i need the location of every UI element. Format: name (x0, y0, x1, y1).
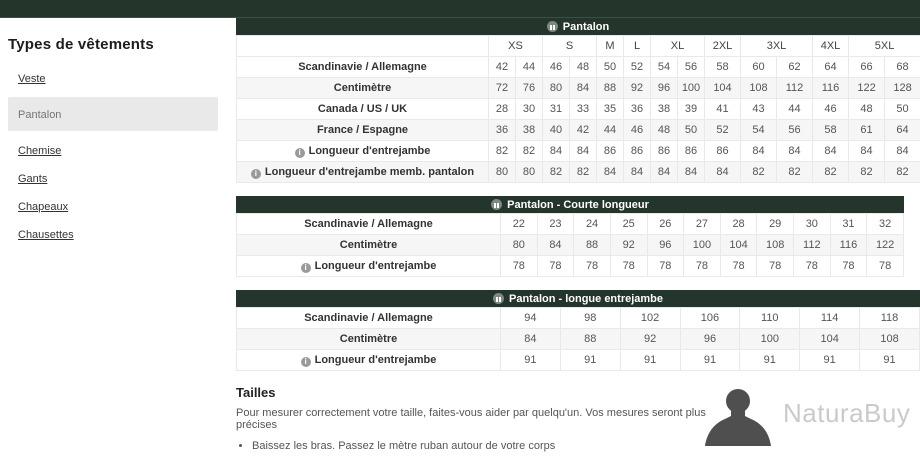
size-value-cell: 84 (813, 141, 849, 162)
corner-cell (237, 36, 489, 57)
size-value-cell: 41 (705, 99, 741, 120)
size-value-cell: 27 (684, 214, 721, 235)
size-value-cell: 80 (501, 235, 538, 256)
size-value-cell: 56 (678, 57, 705, 78)
size-value-cell: 84 (885, 141, 920, 162)
size-value-cell: 58 (705, 57, 741, 78)
size-value-cell: 64 (885, 120, 920, 141)
size-value-cell: 78 (574, 256, 611, 277)
size-value-cell: 86 (705, 141, 741, 162)
size-value-cell: 78 (647, 256, 684, 277)
sidebar-item-label[interactable]: Chapeaux (18, 201, 68, 213)
table-row (237, 78, 920, 99)
size-value-cell: 76 (516, 78, 543, 99)
size-value-cell: 118 (860, 308, 920, 329)
sidebar-item-chausettes[interactable] (0, 225, 236, 243)
size-value-cell: 39 (678, 99, 705, 120)
row-label: Centimètre (237, 78, 489, 99)
sidebar-item-label[interactable]: Gants (18, 173, 47, 185)
size-column-header: XS (489, 36, 543, 57)
size-value-cell: 72 (489, 78, 516, 99)
size-value-cell: 128 (885, 78, 920, 99)
size-table-pantalon-longue-entrejambe (236, 290, 920, 371)
size-value-cell: 26 (647, 214, 684, 235)
table-row (237, 141, 920, 162)
size-value-cell: 102 (620, 308, 680, 329)
size-value-cell: 84 (651, 162, 678, 183)
table-header (236, 290, 920, 307)
size-value-cell: 86 (651, 141, 678, 162)
size-value-cell: 84 (741, 141, 777, 162)
table-row (237, 214, 904, 235)
info-icon: i (301, 263, 311, 273)
table-title: Pantalon - Courte longueur (507, 199, 649, 211)
size-value-cell: 116 (830, 235, 867, 256)
size-value-cell: 66 (849, 57, 885, 78)
sidebar-item-label[interactable]: Pantalon (18, 109, 61, 121)
size-value-cell: 96 (651, 78, 678, 99)
size-value-cell: 38 (651, 99, 678, 120)
size-value-cell: 78 (720, 256, 757, 277)
size-value-cell: 110 (740, 308, 800, 329)
size-value-cell: 91 (620, 350, 680, 371)
size-value-cell: 84 (678, 162, 705, 183)
size-value-cell: 38 (516, 120, 543, 141)
size-value-cell: 78 (757, 256, 794, 277)
sidebar-item-label[interactable]: Chausettes (18, 229, 74, 241)
size-value-cell: 88 (597, 78, 624, 99)
sidebar-title: Types de vêtements (8, 36, 236, 53)
size-value-cell: 122 (867, 235, 904, 256)
size-value-cell: 86 (597, 141, 624, 162)
size-value-cell: 84 (537, 235, 574, 256)
pants-icon (493, 293, 504, 304)
size-value-cell: 98 (560, 308, 620, 329)
size-value-cell: 104 (705, 78, 741, 99)
size-value-cell: 84 (777, 141, 813, 162)
size-value-cell: 61 (849, 120, 885, 141)
size-table-pantalon (236, 18, 920, 183)
size-value-cell: 78 (830, 256, 867, 277)
size-value-cell: 44 (777, 99, 813, 120)
size-table-pantalon-courte-longueur (236, 196, 920, 277)
size-value-cell: 50 (885, 99, 920, 120)
size-value-cell: 91 (560, 350, 620, 371)
size-value-cell: 104 (720, 235, 757, 256)
sidebar-item-gants[interactable] (0, 169, 236, 187)
sidebar-item-chemise[interactable] (0, 141, 236, 159)
size-value-cell: 82 (570, 162, 597, 183)
size-value-cell: 80 (543, 78, 570, 99)
size-value-cell: 62 (777, 57, 813, 78)
size-charts-area (236, 18, 920, 457)
sidebar-item-label[interactable]: Chemise (18, 145, 61, 157)
size-value-cell: 88 (574, 235, 611, 256)
size-value-cell: 56 (777, 120, 813, 141)
size-value-cell: 86 (624, 141, 651, 162)
size-value-cell: 48 (570, 57, 597, 78)
size-value-cell: 116 (813, 78, 849, 99)
size-column-header: M (597, 36, 624, 57)
size-value-cell: 82 (777, 162, 813, 183)
size-value-cell: 31 (830, 214, 867, 235)
row-label: Scandinavie / Allemagne (237, 214, 501, 235)
size-value-cell: 54 (741, 120, 777, 141)
size-value-cell: 114 (800, 308, 860, 329)
size-value-cell: 48 (849, 99, 885, 120)
size-value-cell: 96 (647, 235, 684, 256)
size-column-header: 3XL (741, 36, 813, 57)
size-value-cell: 23 (537, 214, 574, 235)
size-value-cell: 84 (501, 329, 561, 350)
measure-bullet-list (252, 440, 706, 452)
size-value-cell: 31 (543, 99, 570, 120)
person-silhouette-icon (698, 388, 778, 446)
size-value-cell: 52 (624, 57, 651, 78)
size-value-cell: 82 (813, 162, 849, 183)
size-value-cell: 46 (813, 99, 849, 120)
table-row (237, 329, 920, 350)
size-value-cell: 82 (489, 141, 516, 162)
clothing-type-list (0, 69, 236, 243)
size-value-cell: 84 (570, 141, 597, 162)
size-value-cell: 22 (501, 214, 538, 235)
row-label: i Longueur d'entrejambe (237, 141, 489, 162)
row-label: Scandinavie / Allemagne (237, 308, 501, 329)
measure-section-title: Tailles (236, 385, 706, 400)
row-label: Centimètre (237, 329, 501, 350)
naturabuy-watermark: NaturaBuy (783, 398, 918, 429)
size-value-cell: 43 (741, 99, 777, 120)
table-row (237, 99, 920, 120)
size-value-cell: 78 (684, 256, 721, 277)
size-column-header: 2XL (705, 36, 741, 57)
size-value-cell: 92 (610, 235, 647, 256)
size-value-cell: 82 (516, 141, 543, 162)
size-value-cell: 42 (489, 57, 516, 78)
size-grid (236, 35, 920, 183)
size-value-cell: 80 (516, 162, 543, 183)
size-value-cell: 84 (705, 162, 741, 183)
size-value-cell: 64 (813, 57, 849, 78)
measure-instructions-section (236, 385, 706, 452)
size-column-header: 4XL (813, 36, 849, 57)
size-value-cell: 122 (849, 78, 885, 99)
table-header (236, 196, 904, 213)
size-tables (236, 18, 920, 371)
size-value-cell: 112 (777, 78, 813, 99)
size-value-cell: 84 (543, 141, 570, 162)
size-value-cell: 68 (885, 57, 920, 78)
info-icon: i (295, 148, 305, 158)
row-label: i Longueur d'entrejambe (237, 350, 501, 371)
size-value-cell: 100 (684, 235, 721, 256)
measure-intro-text: Pour mesurer correctement votre taille, faites-vous aider par quelqu'un. Vos mesures seront plus précises (236, 407, 706, 431)
size-column-header: 5XL (849, 36, 920, 57)
size-value-cell: 100 (678, 78, 705, 99)
size-value-cell: 84 (849, 141, 885, 162)
size-value-cell: 44 (597, 120, 624, 141)
size-value-cell: 78 (501, 256, 538, 277)
size-value-cell: 78 (867, 256, 904, 277)
table-title: Pantalon - longue entrejambe (509, 293, 663, 305)
size-value-cell: 94 (501, 308, 561, 329)
size-value-cell: 29 (757, 214, 794, 235)
size-value-cell: 30 (794, 214, 831, 235)
pants-icon (547, 21, 558, 32)
size-value-cell: 54 (651, 57, 678, 78)
size-value-cell: 28 (489, 99, 516, 120)
table-row (237, 235, 904, 256)
size-value-cell: 112 (794, 235, 831, 256)
top-navigation-bar (0, 0, 920, 18)
size-value-cell: 84 (570, 78, 597, 99)
table-row (237, 120, 920, 141)
size-value-cell: 40 (543, 120, 570, 141)
size-value-cell: 91 (740, 350, 800, 371)
size-value-cell: 91 (501, 350, 561, 371)
table-row (237, 308, 920, 329)
size-grid (236, 213, 904, 277)
measure-bullet: • Baissez les bras. Passez le mètre ruban autour de votre corps (252, 440, 706, 452)
size-value-cell: 88 (560, 329, 620, 350)
size-value-cell: 80 (489, 162, 516, 183)
size-value-cell: 100 (740, 329, 800, 350)
size-value-cell: 86 (678, 141, 705, 162)
size-value-cell: 84 (624, 162, 651, 183)
size-value-cell: 92 (620, 329, 680, 350)
row-label: France / Espagne (237, 120, 489, 141)
table-title: Pantalon (563, 21, 609, 33)
table-row (237, 162, 920, 183)
sidebar-item-label[interactable]: Veste (18, 73, 46, 85)
table-header (236, 18, 920, 35)
size-value-cell: 46 (543, 57, 570, 78)
row-label: Centimètre (237, 235, 501, 256)
row-label: Canada / US / UK (237, 99, 489, 120)
size-value-cell: 60 (741, 57, 777, 78)
size-value-cell: 78 (794, 256, 831, 277)
size-value-cell: 82 (849, 162, 885, 183)
size-value-cell: 30 (516, 99, 543, 120)
size-grid (236, 307, 920, 371)
size-value-cell: 91 (800, 350, 860, 371)
size-value-cell: 50 (597, 57, 624, 78)
size-value-cell: 36 (624, 99, 651, 120)
size-value-cell: 106 (680, 308, 740, 329)
size-value-cell: 82 (885, 162, 920, 183)
size-value-cell: 36 (489, 120, 516, 141)
row-label: i Longueur d'entrejambe (237, 256, 501, 277)
row-label: i Longueur d'entrejambe memb. pantalon (237, 162, 489, 183)
size-column-header: S (543, 36, 597, 57)
table-row (237, 57, 920, 78)
info-icon: i (251, 169, 261, 179)
size-value-cell: 50 (678, 120, 705, 141)
sidebar-item-pantalon[interactable] (8, 97, 218, 131)
size-value-cell: 91 (860, 350, 920, 371)
sidebar-item-chapeaux[interactable] (0, 197, 236, 215)
table-row (237, 350, 920, 371)
pants-icon (491, 199, 502, 210)
size-column-header: XL (651, 36, 705, 57)
size-value-cell: 44 (516, 57, 543, 78)
sidebar-item-veste[interactable] (0, 69, 236, 87)
size-value-cell: 52 (705, 120, 741, 141)
size-value-cell: 82 (741, 162, 777, 183)
size-value-cell: 108 (741, 78, 777, 99)
size-value-cell: 46 (624, 120, 651, 141)
size-value-cell: 108 (757, 235, 794, 256)
size-value-cell: 82 (543, 162, 570, 183)
size-value-cell: 58 (813, 120, 849, 141)
info-icon: i (301, 357, 311, 367)
size-column-header: L (624, 36, 651, 57)
size-value-cell: 92 (624, 78, 651, 99)
size-value-cell: 84 (597, 162, 624, 183)
size-value-cell: 78 (537, 256, 574, 277)
size-value-cell: 24 (574, 214, 611, 235)
clothing-types-sidebar (0, 18, 236, 253)
size-value-cell: 96 (680, 329, 740, 350)
size-value-cell: 28 (720, 214, 757, 235)
size-value-cell: 108 (860, 329, 920, 350)
size-value-cell: 35 (597, 99, 624, 120)
size-value-cell: 48 (651, 120, 678, 141)
row-label: Scandinavie / Allemagne (237, 57, 489, 78)
size-value-cell: 78 (610, 256, 647, 277)
size-value-cell: 104 (800, 329, 860, 350)
table-row (237, 256, 904, 277)
size-value-cell: 91 (680, 350, 740, 371)
size-value-cell: 25 (610, 214, 647, 235)
size-value-cell: 33 (570, 99, 597, 120)
size-value-cell: 32 (867, 214, 904, 235)
size-value-cell: 42 (570, 120, 597, 141)
